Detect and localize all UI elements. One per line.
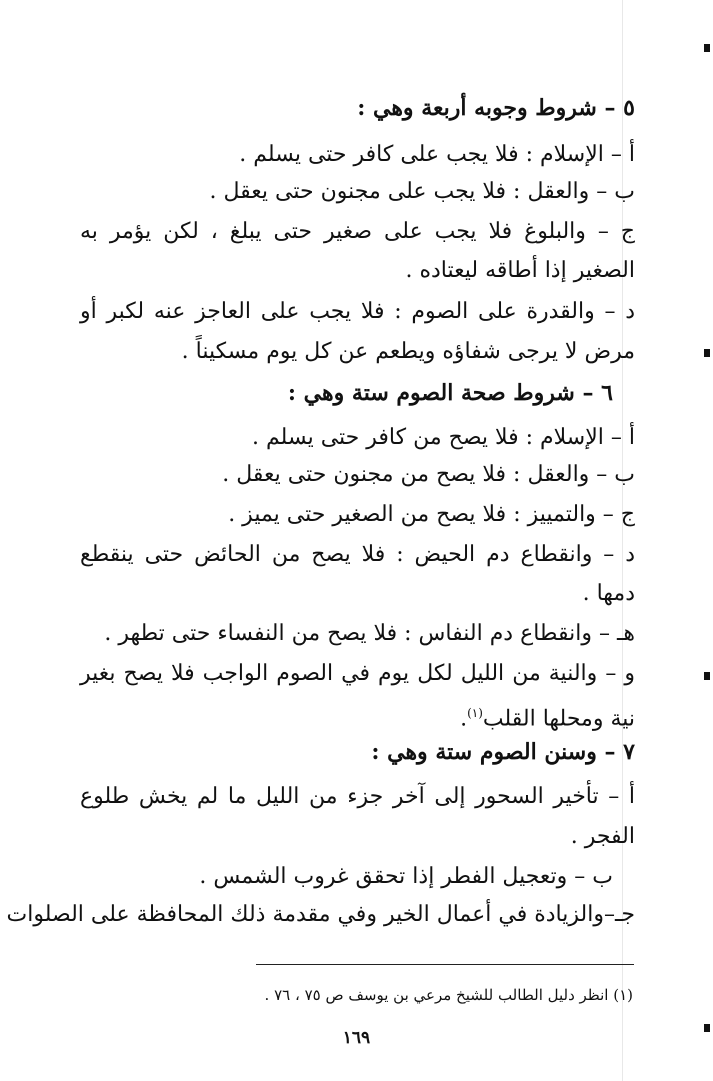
text-line: أ – الإسلام : فلا يصح من كافر حتى يسلم . [252,425,635,450]
text-span: نية ومحلها القلب [482,706,635,732]
text-line-with-footnote [460,698,635,734]
text-line: ب – والعقل : فلا يصح من مجنون حتى يعقل . [222,462,635,487]
margin-mark [704,672,710,680]
text-line: و – والنية من الليل لكل يوم في الصوم الواجب فلا يصح بغير [80,661,635,686]
line-end-period: . [460,706,468,732]
footnote: (١) انظر دليل الطالب للشيخ مرعي بن يوسف ص ٧٥ ، ٧٦ . [264,986,633,1004]
text-line: ج – والتمييز : فلا يصح من الصغير حتى يميز . [228,502,635,527]
text-line: د – وانقطاع دم الحيض : فلا يصح من الحائض حتى ينقطع [80,542,635,567]
footnote-marker: (١) [467,706,483,720]
margin-mark [704,1024,710,1032]
page-number: ١٦٩ [342,1028,371,1048]
margin-mark [704,349,710,357]
text-line: أ – الإسلام : فلا يجب على كافر حتى يسلم . [239,142,635,167]
text-line: ج – والبلوغ فلا يجب على صغير حتى يبلغ ، لكن يؤمر به [80,219,635,244]
text-line: مرض لا يرجى شفاؤه ويطعم عن كل يوم مسكيناً . [181,339,635,364]
heading-wujub-conditions: ٥ – شروط وجوبه أربعة وهي : [357,95,635,121]
footnote-divider [256,964,634,965]
text-line: ب – والعقل : فلا يجب على مجنون حتى يعقل . [209,179,635,204]
text-line: أ – تأخير السحور إلى آخر جزء من الليل ما لم يخش طلوع [80,784,635,809]
text-line: ب – وتعجيل الفطر إذا تحقق غروب الشمس . [199,864,613,889]
heading-sihha-conditions: ٦ – شروط صحة الصوم ستة وهي : [287,380,613,406]
text-line: دمها . [582,581,635,606]
text-line: جـ–والزيادة في أعمال الخير وفي مقدمة ذلك المحافظة على الصلوات [6,902,635,927]
heading-sunan: ٧ – وسنن الصوم ستة وهي : [371,739,635,765]
text-line: الصغير إذا أطاقه ليعتاده . [405,258,635,283]
text-line: هـ – وانقطاع دم النفاس : فلا يصح من النفساء حتى تطهر . [104,621,635,646]
text-line: د – والقدرة على الصوم : فلا يجب على العاجز عنه لكبر أو [80,299,635,324]
text-line: الفجر . [570,824,635,849]
margin-mark [704,44,710,52]
